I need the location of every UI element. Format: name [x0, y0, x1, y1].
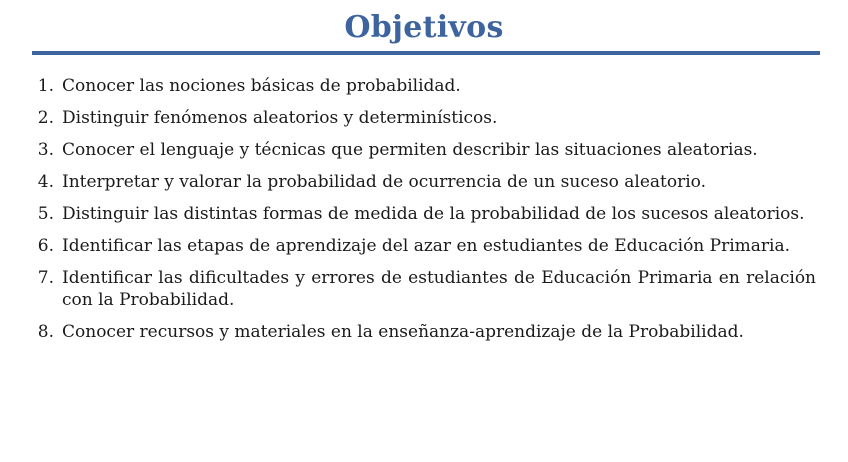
objective-text: Conocer el lenguaje y técnicas que permiten describir las situaciones aleatorias.	[62, 140, 758, 160]
objective-text: Conocer las nociones básicas de probabilidad.	[62, 76, 461, 96]
objective-item-4	[32, 171, 816, 193]
objectives-list	[32, 75, 816, 353]
objective-text: Distinguir las distintas formas de medida de la probabilidad de los sucesos aleatorios.	[62, 204, 805, 224]
objective-number: 2.	[37, 108, 54, 128]
objective-number: 7.	[37, 268, 54, 288]
objective-number: 6.	[37, 236, 54, 256]
objective-number: 1.	[37, 76, 54, 96]
objective-item-5	[32, 203, 816, 225]
objective-item-1	[32, 75, 816, 97]
objective-text: Interpretar y valorar la probabilidad de ocurrencia de un suceso aleatorio.	[62, 172, 707, 192]
title-underline	[32, 51, 820, 55]
objective-number: 5.	[37, 204, 54, 224]
slide-title: Objetivos	[344, 10, 504, 45]
objective-text: Distinguir fenómenos aleatorios y determinísticos.	[62, 108, 498, 128]
objective-text: Identificar las dificultades y errores de estudiantes de Educación Primaria en relación con la Probabilidad.	[62, 268, 816, 310]
objective-number: 8.	[37, 322, 54, 342]
objective-item-3	[32, 139, 816, 161]
objective-number: 3.	[37, 140, 54, 160]
objective-text: Identificar las etapas de aprendizaje del azar en estudiantes de Educación Primaria.	[62, 236, 791, 256]
objective-item-7	[32, 267, 816, 311]
objective-text: Conocer recursos y materiales en la enseñanza-aprendizaje de la Probabilidad.	[62, 322, 744, 342]
objective-number: 4.	[37, 172, 54, 192]
objective-item-8	[32, 321, 816, 343]
objective-item-2	[32, 107, 816, 129]
objective-item-6	[32, 235, 816, 257]
